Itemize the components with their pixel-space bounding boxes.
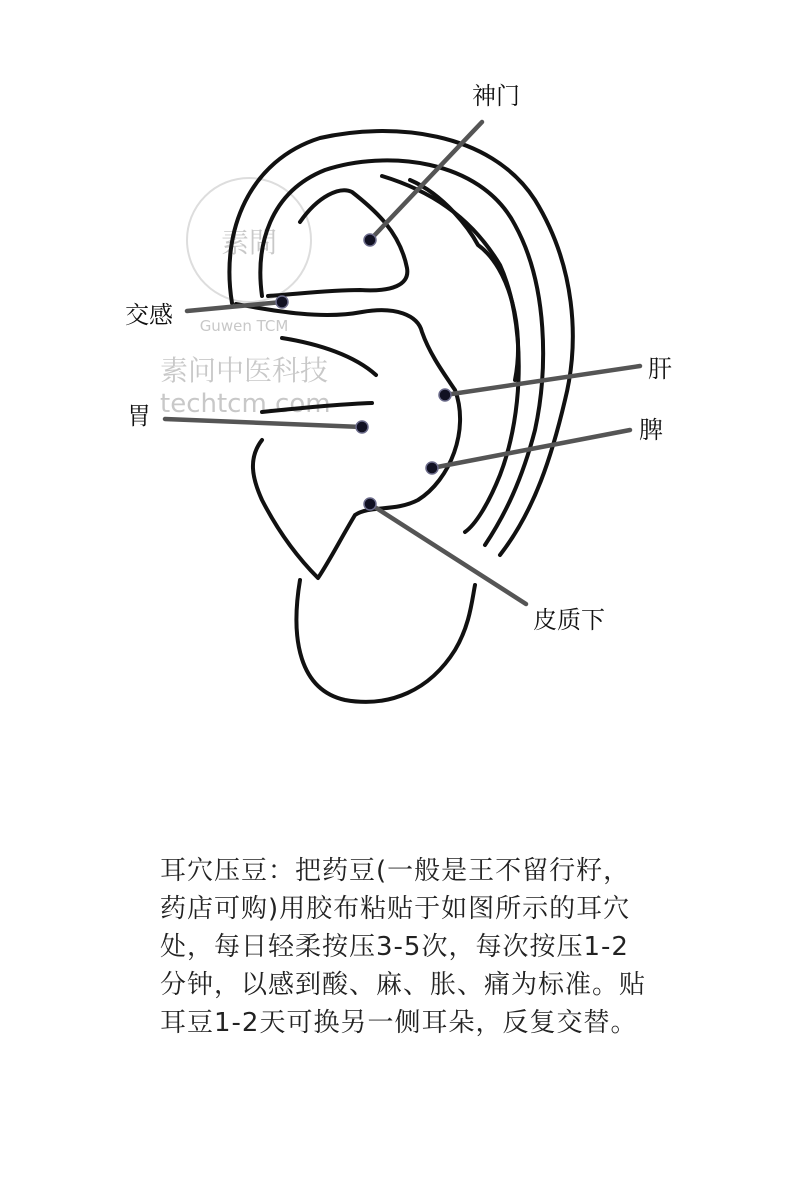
instructions-caption: 耳穴压豆：把药豆(一般是王不留行籽，药店可购)用胶布粘贴于如图所示的耳穴处，每日轻柔按压3-5次，每次按压1-2分钟，以感到酸、麻、胀、痛为标准。贴耳豆1-2天可换另一侧耳朵，反复交替。 [160,856,647,1038]
ear-triangular-fossa [268,190,407,296]
acupoint-dot-pi [426,462,438,474]
ear-lobe [296,580,475,702]
acupoint-dot-gan [439,389,451,401]
watermark-seal-text: 素問 [220,226,278,259]
acupoint-dot-shenmen [364,234,376,246]
label-jiaogan: 交感 [125,301,173,329]
acupoint-dot-wei [356,421,368,433]
acupoint-dot-jiaogan [276,296,288,308]
watermark-brand-en: Guwen TCM [199,317,289,335]
label-wei: 胃 [127,402,151,430]
leader-line-wei [165,419,362,427]
label-gan: 肝 [648,355,672,383]
ear-concha [236,304,460,578]
acupoint-dot-pizhixia [364,498,376,510]
watermark-brand-cn: 素问中医科技 [160,354,329,387]
ear-helix-outer [229,131,572,555]
label-pizhixia: 皮质下 [533,606,605,634]
watermark-site: techtcm.com [160,389,331,419]
leader-line-pi [432,430,630,468]
ear-antihelix-upper [382,176,519,532]
label-shenmen: 神门 [472,82,520,110]
label-pi: 脾 [639,416,663,444]
ear-antihelix-inner [410,180,518,380]
